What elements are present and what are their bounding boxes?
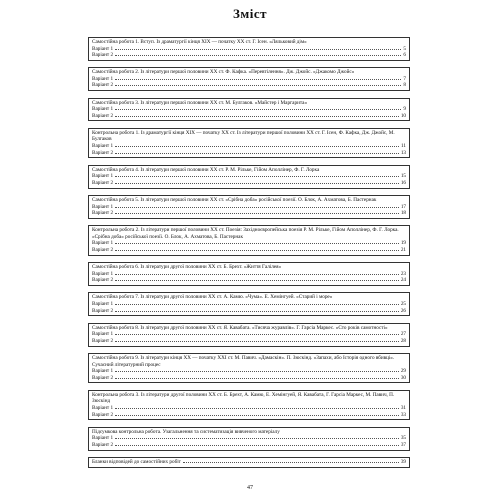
toc-variant-row (92, 271, 406, 278)
variant-page-number: 11 (401, 143, 406, 150)
variant-page-number: 9 (403, 106, 406, 113)
toc-variant-row (92, 46, 406, 53)
toc-variant-row (92, 76, 406, 83)
toc-section (88, 195, 410, 219)
toc-section-heading: Самостійна робота 3. Із літератури першої половини ХХ ст. М. Булгаков. «Майстер і Маргарита» (92, 99, 308, 106)
dot-leader (115, 207, 399, 208)
toc-section-heading: Самостійна робота 1. Вступ. Із драматургії кінця ХІХ — початку ХХ ст. Г. Ісен. «Ляльковий дім» (92, 39, 307, 45)
toc-variant-row (92, 405, 406, 412)
variant-label: Варіант 2 (92, 149, 114, 156)
dot-leader (115, 445, 399, 446)
variant-label: Варіант 2 (92, 82, 114, 89)
variant-label: Варіант 1 (92, 203, 114, 210)
variant-label: Варіант 1 (92, 368, 114, 375)
variant-label: Варіант 2 (92, 411, 114, 418)
answer-sheets-page-number: 39 (400, 459, 406, 466)
toc-section (88, 165, 410, 189)
variant-page-number: 15 (400, 173, 406, 180)
variant-page-number: 30 (400, 374, 406, 381)
toc-section (88, 427, 410, 451)
variant-page-number: 21 (400, 247, 406, 254)
toc-section-heading: Самостійна робота 5. Із літератури першої половини ХХ ст. «Срібна доба» російської поезії. О. Блок, А. Ахматова, Б. Пастернак (92, 197, 377, 203)
toc-variant-row (92, 210, 406, 217)
variant-label: Варіант 1 (92, 270, 114, 277)
variant-label: Варіант 2 (92, 210, 114, 217)
toc-section-heading: Самостійна робота 6. Із літератури другої половини ХХ ст. Б. Брехт. «Життя Галілея» (92, 264, 282, 271)
toc-variant-row (92, 412, 406, 419)
dot-leader (115, 311, 399, 312)
variant-page-number: 27 (400, 331, 406, 338)
variant-page-number: 31 (400, 405, 406, 412)
variant-label: Варіант 2 (92, 374, 114, 381)
toc-section-heading: Самостійна робота 9. Із літератури кінця ХХ — початку ХХІ ст. М. Павич. «Дамаскін». П. Зюскінд. «Запахи, або Історія одного вбивці». Сучасний літературний процес (92, 355, 395, 368)
variant-label: Варіант 1 (92, 45, 114, 52)
dot-leader (115, 55, 401, 56)
variant-page-number: 8 (403, 82, 406, 89)
variant-page-number: 13 (400, 149, 406, 156)
dot-leader (115, 341, 399, 342)
variant-label: Варіант 2 (92, 179, 114, 186)
toc-variant-row (92, 442, 406, 449)
variant-label: Варіант 1 (92, 405, 114, 412)
variant-label: Варіант 2 (92, 277, 114, 284)
dot-leader (115, 438, 399, 439)
variant-label: Варіант 1 (92, 301, 114, 308)
toc-section (88, 98, 410, 122)
toc-variant-row (92, 338, 406, 345)
dot-leader (115, 415, 399, 416)
toc-section-heading: Підсумкова контрольна робота. Узагальнення та систематизація вивченого матеріалу (92, 428, 280, 435)
answer-sheets-label: Бланки відповідей до самостійних робіт (92, 459, 181, 466)
toc-variant-row (92, 150, 406, 157)
variant-page-number: 16 (400, 179, 406, 186)
dot-leader (115, 176, 399, 177)
toc-section-heading: Контрольна робота 2. Із літератури першої половини ХХ ст. Поезія: Західноєвропейська поезія Р. М. Рільке, Гійом Аполлінер, Ф. Г. Лорка. «Срібна доба» російської поезії. О. Блок, А. Ахматова, Б. Пастернак (92, 227, 399, 240)
dot-leader (115, 274, 399, 275)
variant-page-number: 17 (400, 203, 406, 210)
variant-page-number: 35 (400, 435, 406, 442)
toc-section (88, 262, 410, 286)
variant-page-number: 37 (400, 441, 406, 448)
variant-page-number: 26 (400, 307, 406, 314)
variant-page-number: 28 (400, 337, 406, 344)
dot-leader (115, 371, 399, 372)
dot-leader (115, 243, 399, 244)
toc-section (88, 323, 410, 347)
toc-variant-row (92, 82, 406, 89)
variant-page-number: 6 (403, 52, 406, 59)
toc-section (88, 67, 410, 91)
toc-variant-row (92, 173, 406, 180)
toc-variant-row (92, 308, 406, 315)
toc-answer-sheets-row (92, 459, 406, 466)
dot-leader (115, 109, 401, 110)
dot-leader (115, 213, 399, 214)
toc-variant-row (92, 106, 406, 113)
toc-variant-row (92, 113, 406, 120)
variant-label: Варіант 2 (92, 112, 114, 119)
dot-leader (115, 79, 401, 80)
variant-label: Варіант 2 (92, 52, 114, 59)
toc-variant-row (92, 247, 406, 254)
variant-label: Варіант 2 (92, 307, 114, 314)
dot-leader (115, 49, 401, 50)
dot-leader (115, 183, 399, 184)
toc-section (88, 390, 410, 420)
toc-section-heading: Самостійна робота 4. Із літератури першої половини ХХ ст. Р. М. Рільке, Гійом Аполлінер, Ф. Г. Лорка (92, 166, 320, 173)
toc-variant-row (92, 375, 406, 382)
page-number: 47 (247, 485, 253, 491)
toc-variant-row (92, 435, 406, 442)
variant-label: Варіант 1 (92, 331, 114, 338)
dot-leader (115, 250, 399, 251)
variant-page-number: 23 (400, 270, 406, 277)
toc-section-heading: Контрольна робота 1. Із драматургії кінця ХІХ — початку ХХ ст. Із літератури першої половини ХХ ст. Г. Ісен, Ф. Кафка, Дж. Джойс, М. Булгаков (92, 129, 395, 143)
dot-leader (115, 146, 399, 147)
toc-variant-row (92, 277, 406, 284)
dot-leader (115, 85, 401, 86)
toc-section-heading: Самостійна робота 7. Із літератури другої половини ХХ ст. А. Камю. «Чума». Е. Хемінгуей. «Старий і море» (92, 294, 333, 301)
toc-variant-row (92, 204, 406, 211)
dot-leader (115, 280, 399, 281)
toc-section (88, 225, 410, 255)
toc-section-heading: Самостійна робота 2. Із літератури першої половини ХХ ст. Ф. Кафка. «Перевтілення». Дж. Джойс. «Джакомо Джойс» (92, 69, 355, 76)
variant-label: Варіант 2 (92, 441, 114, 448)
variant-page-number: 7 (403, 75, 406, 82)
variant-label: Варіант 2 (92, 247, 114, 254)
page-title: Зміст (233, 6, 267, 21)
dot-leader (183, 462, 399, 463)
variant-page-number: 24 (400, 277, 406, 284)
toc-section (88, 37, 410, 61)
variant-page-number: 10 (400, 112, 406, 119)
table-of-contents (88, 37, 410, 474)
toc-section-heading: Самостійна робота 8. Із літератури другої половини ХХ ст. Я. Кавабата. «Тисяча журавлів». Г. Гарсіа Маркес. «Сто років самотності» (92, 324, 388, 331)
dot-leader (115, 378, 399, 379)
dot-leader (115, 116, 399, 117)
variant-page-number: 5 (403, 45, 406, 52)
variant-page-number: 19 (400, 240, 406, 247)
toc-section (88, 457, 410, 468)
toc-variant-row (92, 368, 406, 375)
variant-page-number: 33 (400, 411, 406, 418)
variant-page-number: 18 (400, 210, 406, 217)
variant-label: Варіант 2 (92, 337, 114, 344)
variant-label: Варіант 1 (92, 173, 114, 180)
toc-section (88, 128, 410, 158)
toc-section (88, 353, 410, 383)
variant-label: Варіант 1 (92, 75, 114, 82)
variant-label: Варіант 1 (92, 240, 114, 247)
toc-variant-row (92, 143, 406, 150)
dot-leader (115, 304, 399, 305)
toc-variant-row (92, 331, 406, 338)
toc-variant-row (92, 240, 406, 247)
toc-variant-row (92, 301, 406, 308)
dot-leader (115, 408, 399, 409)
toc-section (88, 292, 410, 316)
dot-leader (115, 334, 399, 335)
variant-label: Варіант 1 (92, 435, 114, 442)
toc-section-heading: Контрольна робота 3. Із літератури другої половини ХХ ст. Б. Брехт, А. Камю, Е. Хемінгуей, Я. Кавабата, Г. Гарсіа Маркес, М. Павич, П. Зюскінд (92, 391, 395, 405)
variant-label: Варіант 1 (92, 143, 114, 150)
variant-page-number: 25 (400, 301, 406, 308)
dot-leader (115, 153, 399, 154)
toc-variant-row (92, 52, 406, 59)
variant-page-number: 29 (400, 368, 406, 375)
variant-label: Варіант 1 (92, 106, 114, 113)
toc-variant-row (92, 180, 406, 187)
